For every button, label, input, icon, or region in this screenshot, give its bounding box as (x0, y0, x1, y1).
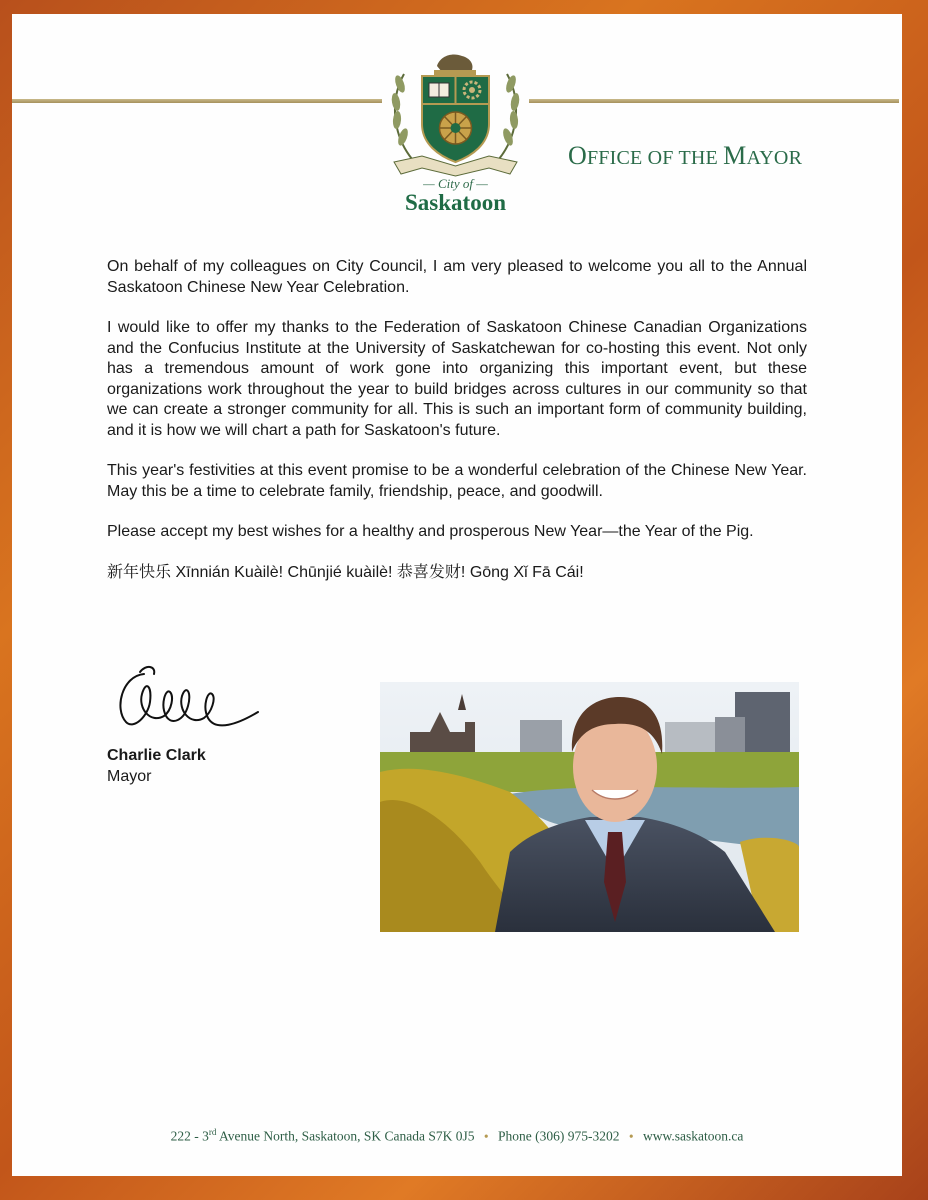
letter-body (107, 257, 807, 603)
mayor-portrait-photo (380, 682, 799, 932)
footer-separator-dot: • (483, 1128, 489, 1144)
paragraph-greeting: 新年快乐 Xīnnián Kuàilè! Chūnjié kuàilè! 恭喜发财! Gōng Xǐ Fā Cái! (107, 563, 584, 581)
header-rule-right (529, 99, 899, 103)
signer-title: Mayor (107, 768, 152, 785)
paragraph-festivities: This year's festivities at this event promise to be a wonderful celebration of the Chinese New Year. May this be a time to celebrate family, friendship, peace, and goodwill. (107, 462, 807, 500)
paragraph-thanks: I would like to offer my thanks to the Federation of Saskatoon Chinese Canadian Organizations and the Confucius Institute at the University of Saskatchewan for co-hosting this event. Not only has a tremendous amount of work gone into organizing this important event, but these organizations work throughout the year to build bridges across cultures in our community so that we can create a stronger community for all. This is such an important form of community building, and it is how we will chart a path for Saskatoon's future. (107, 319, 807, 439)
footer-address-post: Avenue North, Saskatoon, SK Canada S7K 0J5 (216, 1128, 475, 1144)
signer-name: Charlie Clark (107, 747, 206, 764)
footer-address-sup: rd (208, 1127, 217, 1137)
footer-address-pre: 222 - 3 (170, 1128, 209, 1144)
office-title-initial: O (568, 141, 587, 170)
footer-contact (12, 1127, 902, 1145)
footer-separator-dot: • (628, 1128, 634, 1144)
footer-phone: Phone (306) 975-3202 (498, 1128, 620, 1144)
city-name: Saskatoon (405, 190, 506, 215)
office-of-the-mayor-title (568, 141, 802, 171)
city-crest-icon (382, 44, 529, 179)
office-title-initial-m: M (723, 141, 747, 170)
mayor-signature-icon (112, 654, 272, 734)
office-title-part-2: AYOR (746, 147, 803, 169)
header-rule-left (12, 99, 382, 103)
letter-page (12, 14, 902, 1176)
paragraph-welcome: On behalf of my colleagues on City Council, I am very pleased to welcome you all to the Annual Saskatoon Chinese New Year Celebration. (107, 258, 807, 296)
city-of-label: — City of — (423, 176, 488, 191)
footer-website-link[interactable]: www.saskatoon.ca (642, 1128, 744, 1144)
office-title-part-1: FFICE OF THE (586, 147, 724, 169)
paragraph-best-wishes: Please accept my best wishes for a healthy and prosperous New Year—the Year of the Pig. (107, 523, 754, 540)
